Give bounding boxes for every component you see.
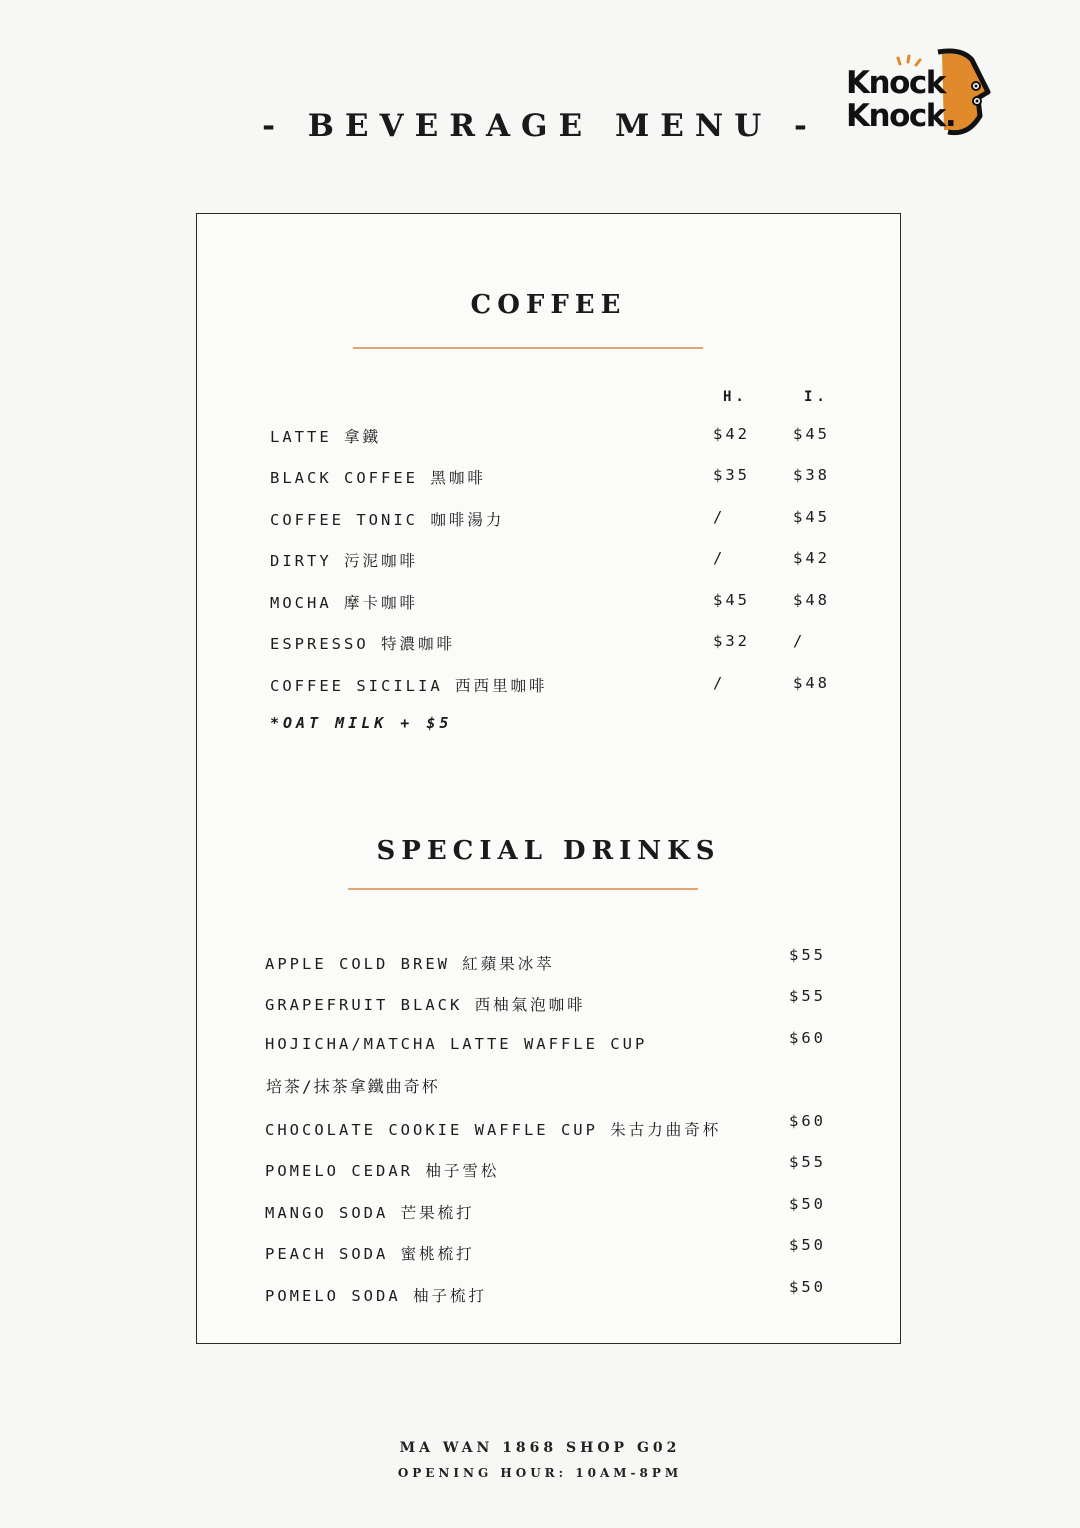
item-price: $55 [789,946,826,964]
logo-text-line2: Knock. [846,98,956,134]
item-name: GRAPEFRUIT BLACK 西柚氣泡咖啡 [265,996,586,1014]
item-price: $55 [789,987,826,1005]
menu-item [197,508,900,532]
iced-price: / [793,632,806,650]
item-price: $60 [789,1029,826,1047]
item-price: $60 [789,1112,826,1130]
iced-price: $45 [793,508,830,526]
hot-price: $42 [713,425,750,443]
item-price: $50 [789,1236,826,1254]
item-name: BLACK COFFEE 黑咖啡 [270,469,486,487]
hot-price: / [713,549,726,567]
logo-text-line1: Knock [846,65,945,101]
menu-item [197,1195,900,1222]
menu-item [197,425,900,449]
brand-logo [838,46,998,138]
item-name: COFFEE TONIC 咖啡湯力 [270,511,505,529]
item-price: $50 [789,1195,826,1213]
item-name: CHOCOLATE COOKIE WAFFLE CUP 朱古力曲奇杯 [265,1121,722,1139]
item-price: $50 [789,1278,826,1296]
hot-price: / [713,508,726,526]
page-title: - BEVERAGE MENU - [262,108,818,144]
item-name: PEACH SODA 蜜桃梳打 [265,1245,475,1263]
iced-price: $42 [793,549,830,567]
menu-item [197,987,900,1014]
hot-column-header: H. [723,389,748,405]
menu-item [197,1112,900,1139]
item-price: $55 [789,1153,826,1171]
item-name: LATTE 拿鐵 [270,428,381,446]
iced-price: $38 [793,466,830,484]
menu-item [197,591,900,615]
item-name: POMELO SODA 柚子梳打 [265,1287,487,1305]
menu-item [197,549,900,573]
menu-item [197,1029,900,1053]
item-name: MANGO SODA 芒果梳打 [265,1204,475,1222]
menu-item [197,1236,900,1263]
item-name: DIRTY 污泥咖啡 [270,552,418,570]
menu-item [197,674,900,698]
item-name: MOCHA 摩卡咖啡 [270,594,418,612]
coffee-divider [353,347,703,349]
item-name: APPLE COLD BREW 紅蘋果冰萃 [265,955,555,973]
item-subname: 培茶/抹茶拿鐵曲奇杯 [266,1077,440,1096]
coffee-heading: COFFEE [470,290,627,320]
item-name: ESPRESSO 特濃咖啡 [270,635,455,653]
oat-milk-note: *OAT MILK + $5 [270,714,453,732]
hot-price: $32 [713,632,750,650]
iced-price: $45 [793,425,830,443]
menu-card [196,213,901,1344]
iced-price: $48 [793,674,830,692]
footer-hours: OPENING HOUR: 10AM-8PM [397,1466,683,1480]
menu-item [197,1153,900,1180]
hot-price: $35 [713,466,750,484]
menu-item [197,946,900,973]
item-name: HOJICHA/MATCHA LATTE WAFFLE CUP [265,1035,648,1053]
special-drinks-heading: SPECIAL DRINKS [376,836,721,866]
hot-price: $45 [713,591,750,609]
iced-price: $48 [793,591,830,609]
hot-price: / [713,674,726,692]
menu-item [197,1278,900,1305]
menu-item [197,466,900,490]
menu-item [197,632,900,656]
item-name: COFFEE SICILIA 西西里咖啡 [270,677,548,695]
item-name: POMELO CEDAR 柚子雪松 [265,1162,500,1180]
special-divider [348,888,698,890]
footer-address: MA WAN 1868 SHOP G02 [399,1440,681,1456]
iced-column-header: I. [804,389,829,405]
